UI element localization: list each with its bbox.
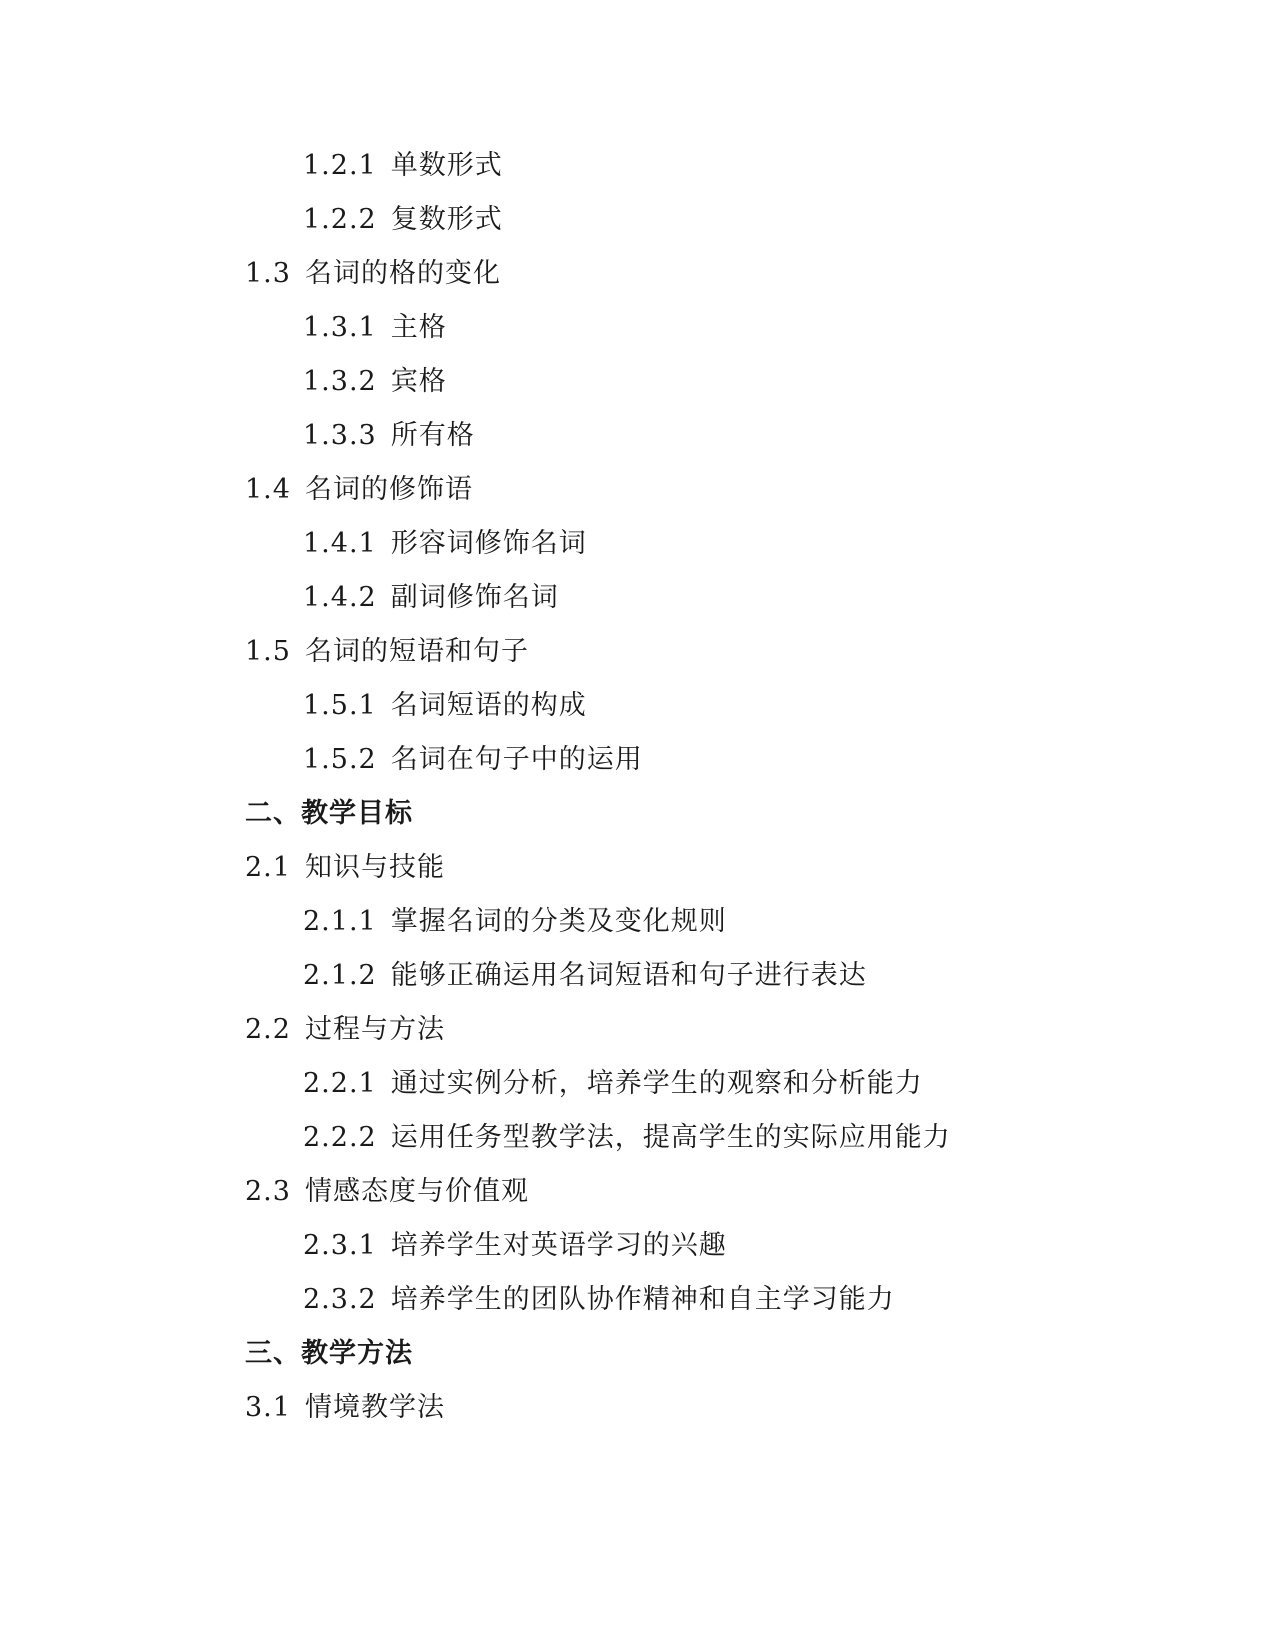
item-number: 2.3.1 xyxy=(303,1230,377,1261)
item-number: 1.5.1 xyxy=(303,690,377,721)
outline-item-1-5-1 xyxy=(303,688,587,724)
outline-item-2-2-1 xyxy=(303,1066,923,1102)
item-text: 复数形式 xyxy=(390,204,503,235)
outline-item-1-2-2 xyxy=(303,202,503,238)
heading-number: 三、 xyxy=(245,1338,301,1369)
item-number: 2.3.2 xyxy=(303,1284,377,1315)
item-text: 掌握名词的分类及变化规则 xyxy=(390,906,727,937)
outline-item-2-1-1 xyxy=(303,904,727,940)
item-text: 培养学生对英语学习的兴趣 xyxy=(390,1230,727,1261)
outline-item-1-3 xyxy=(245,256,501,292)
outline-item-2-1 xyxy=(245,850,445,886)
outline-item-1-5 xyxy=(245,634,529,670)
outline-item-2-2-2 xyxy=(303,1120,951,1156)
item-text: 名词的短语和句子 xyxy=(304,636,529,667)
outline-item-1-5-2 xyxy=(303,742,643,778)
item-text: 名词在句子中的运用 xyxy=(390,744,643,775)
item-number: 3.1 xyxy=(245,1392,291,1423)
outline-item-1-3-2 xyxy=(303,364,447,400)
item-text: 知识与技能 xyxy=(304,852,445,883)
outline-item-2-3-1 xyxy=(303,1228,727,1264)
item-number: 1.5 xyxy=(245,636,291,667)
item-text: 培养学生的团队协作精神和自主学习能力 xyxy=(390,1284,895,1315)
heading-text: 教学方法 xyxy=(301,1338,413,1369)
item-text: 单数形式 xyxy=(390,150,503,181)
item-text: 形容词修饰名词 xyxy=(390,528,587,559)
item-number: 1.5.2 xyxy=(303,744,377,775)
item-text: 名词的格的变化 xyxy=(304,258,501,289)
section-heading-2 xyxy=(245,796,413,832)
item-number: 2.1 xyxy=(245,852,291,883)
item-number: 2.2.2 xyxy=(303,1122,377,1153)
item-text: 运用任务型教学法，提高学生的实际应用能力 xyxy=(390,1122,951,1153)
outline-item-1-3-1 xyxy=(303,310,447,346)
outline-item-2-1-2 xyxy=(303,958,867,994)
heading-text: 教学目标 xyxy=(301,798,413,829)
outline-item-1-4-2 xyxy=(303,580,559,616)
item-text: 名词的修饰语 xyxy=(304,474,473,505)
item-text: 能够正确运用名词短语和句子进行表达 xyxy=(390,960,867,991)
outline-item-1-4 xyxy=(245,472,473,508)
item-number: 1.2.1 xyxy=(303,150,377,181)
item-text: 过程与方法 xyxy=(304,1014,445,1045)
item-text: 情境教学法 xyxy=(304,1392,445,1423)
item-text: 主格 xyxy=(390,312,447,343)
item-text: 所有格 xyxy=(390,420,475,451)
outline-item-1-4-1 xyxy=(303,526,587,562)
item-number: 2.2.1 xyxy=(303,1068,377,1099)
item-number: 2.1.1 xyxy=(303,906,377,937)
item-number: 1.3 xyxy=(245,258,291,289)
section-heading-3 xyxy=(245,1336,413,1372)
item-number: 2.3 xyxy=(245,1176,291,1207)
item-text: 情感态度与价值观 xyxy=(304,1176,529,1207)
item-number: 1.2.2 xyxy=(303,204,377,235)
outline-item-3-1 xyxy=(245,1390,445,1426)
item-number: 1.3.3 xyxy=(303,420,377,451)
item-text: 副词修饰名词 xyxy=(390,582,559,613)
heading-number: 二、 xyxy=(245,798,301,829)
item-number: 1.4.2 xyxy=(303,582,377,613)
outline-item-2-3 xyxy=(245,1174,529,1210)
outline-item-2-2 xyxy=(245,1012,445,1048)
outline-item-1-3-3 xyxy=(303,418,475,454)
item-number: 1.4 xyxy=(245,474,291,505)
item-number: 1.3.2 xyxy=(303,366,377,397)
item-number: 1.3.1 xyxy=(303,312,377,343)
outline-item-2-3-2 xyxy=(303,1282,895,1318)
item-text: 通过实例分析，培养学生的观察和分析能力 xyxy=(390,1068,923,1099)
item-number: 2.1.2 xyxy=(303,960,377,991)
outline-item-1-2-1 xyxy=(303,148,503,184)
item-number: 2.2 xyxy=(245,1014,291,1045)
item-text: 名词短语的构成 xyxy=(390,690,587,721)
item-text: 宾格 xyxy=(390,366,447,397)
item-number: 1.4.1 xyxy=(303,528,377,559)
